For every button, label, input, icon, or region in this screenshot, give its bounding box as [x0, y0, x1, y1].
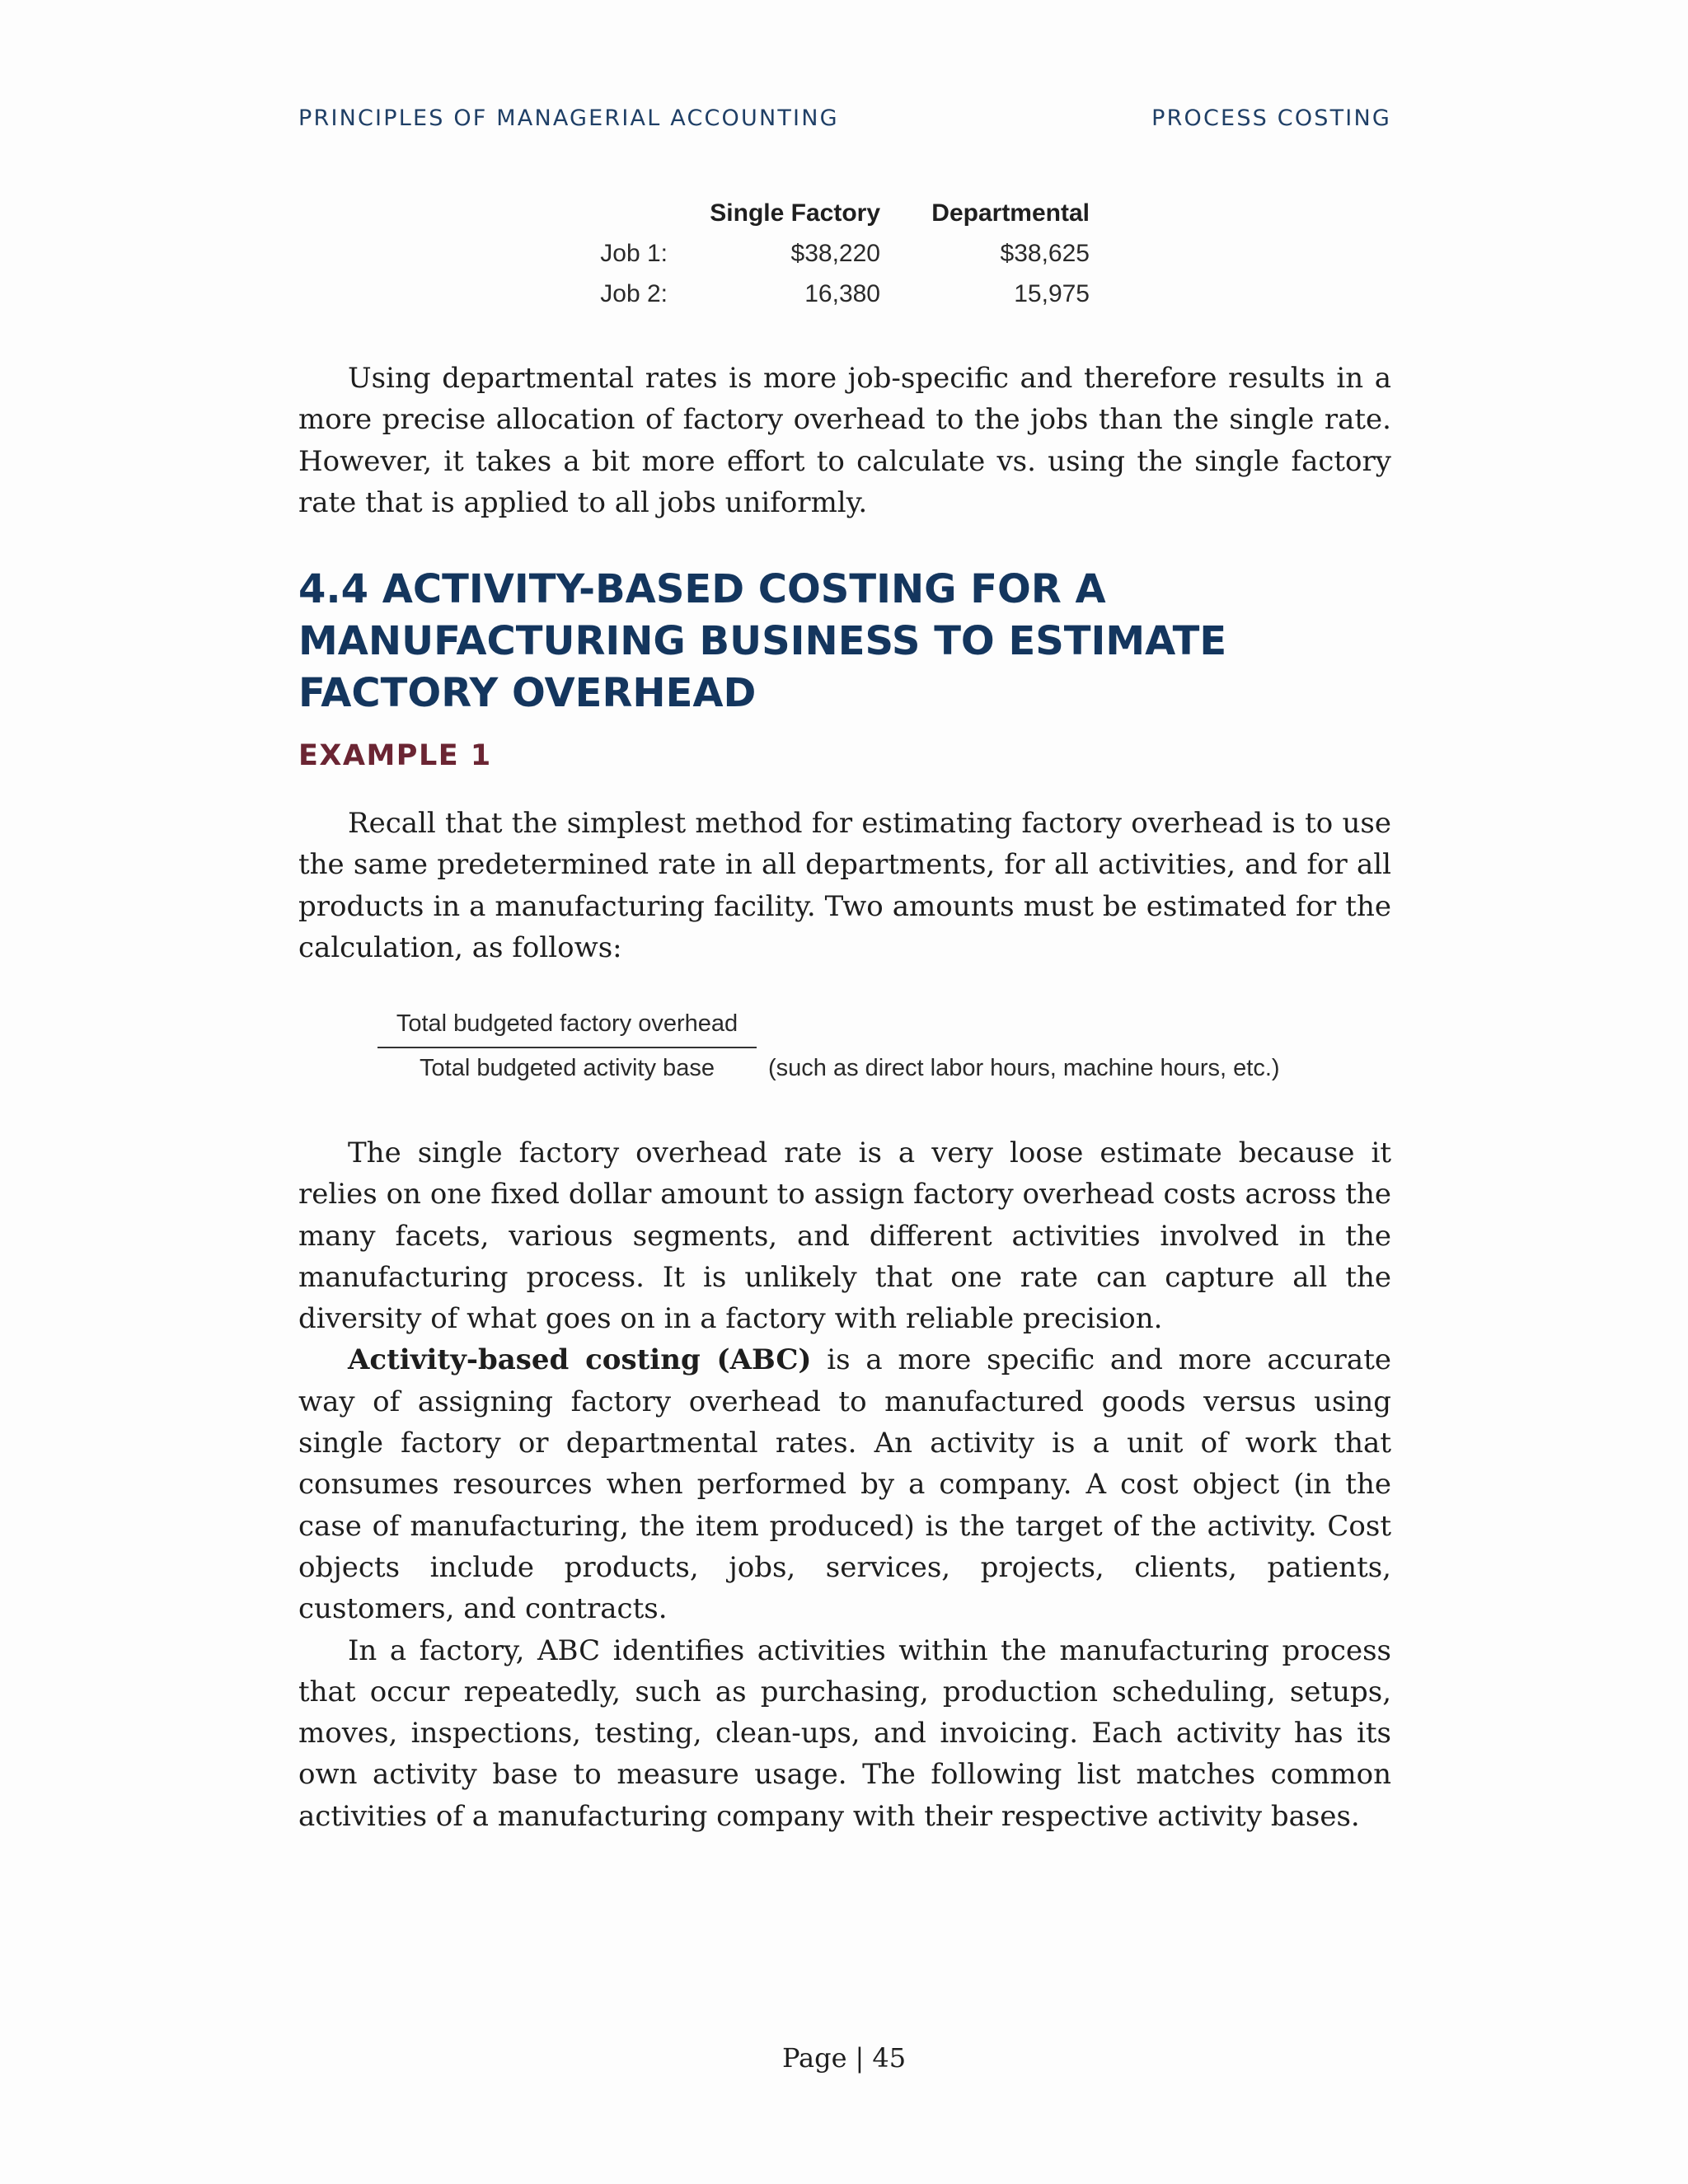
row-label: Job 1: — [600, 239, 668, 267]
table-header-row — [577, 193, 1090, 233]
chapter-title: PROCESS COSTING — [1151, 105, 1391, 131]
column-header-single-factory: Single Factory — [710, 199, 880, 227]
fraction-bar — [377, 1047, 757, 1048]
intro-paragraph: Using departmental rates is more job-specific and therefore results in a more precise allocation of factory overhead to the jobs than the single rate. However, it takes a bit more effort to calculate vs. using the single factory rate that is applied to all jobs uniformly. — [298, 362, 1391, 519]
recall-paragraph-block — [298, 803, 1391, 968]
section-heading: 4.4 ACTIVITY-BASED COSTING FOR A MANUFACTURING BUSINESS TO ESTIMATE FACTORY OVERHEAD — [298, 566, 1227, 716]
single-factory-value: 16,380 — [804, 279, 880, 307]
page-footer — [0, 2042, 1688, 2074]
table-corner — [577, 193, 668, 233]
page-number: 45 — [872, 2042, 907, 2074]
factory-paragraph: In a factory, ABC identifies activities within the manufacturing process that occur repeatedly, such as purchasing, production scheduling, setups, moves, inspections, testing, clean-ups, and invoicing. Each activity has its own activity base to measure usage. The following list matches common activities of a manufacturing company with their respective activity bases. — [298, 1633, 1391, 1833]
formula-note: (such as direct labor hours, machine hours, etc.) — [768, 1055, 1280, 1081]
body-text-block — [298, 1132, 1391, 1837]
departmental-value: $38,625 — [1000, 239, 1090, 267]
page-label: Page — [781, 2042, 847, 2074]
book-title: PRINCIPLES OF MANAGERIAL ACCOUNTING — [298, 105, 839, 131]
single-factory-value: $38,220 — [790, 239, 880, 267]
column-header-departmental: Departmental — [931, 199, 1090, 227]
departmental-value: 15,975 — [1014, 279, 1090, 307]
running-header — [298, 105, 1391, 131]
abc-paragraph — [298, 1339, 1391, 1629]
single-rate-paragraph: The single factory overhead rate is a very loose estimate because it relies on one fixed dollar amount to assign factory overhead costs across the many facets, various segments, and different activities involved in the manufacturing process. It is unlikely that one rate can capture all the diversity of what goes on in a factory with reliable precision. — [298, 1137, 1391, 1336]
rate-comparison-table — [577, 193, 1090, 314]
page-separator: | — [855, 2042, 865, 2074]
row-label: Job 2: — [600, 279, 668, 307]
formula-numerator: Total budgeted factory overhead — [396, 1010, 738, 1037]
example-label: EXAMPLE 1 — [298, 739, 492, 772]
intro-paragraph-block — [298, 358, 1391, 523]
recall-paragraph: Recall that the simplest method for estimating factory overhead is to use the same predetermined rate in all departments, for all activities, and for all products in a manufacturing facility. Two amounts must be estimated for the calculation, as follows: — [298, 807, 1391, 964]
table-row — [577, 274, 1090, 314]
abc-paragraph-text: is a more specific and more accurate way of assigning factory overhead to manufactured goods versus using single factory or departmental rates. An activity is a unit of work that consumes resources when performed by a company. A cost object (in the case of manufacturing, the item produced) is the target of the activity. Cost objects include products, jobs, services, projects, clients, patients, customers, and contracts. — [298, 1343, 1391, 1626]
table-row — [577, 233, 1090, 274]
abc-term: Activity-based costing (ABC) — [348, 1343, 812, 1377]
formula-denominator: Total budgeted activity base — [420, 1055, 715, 1081]
